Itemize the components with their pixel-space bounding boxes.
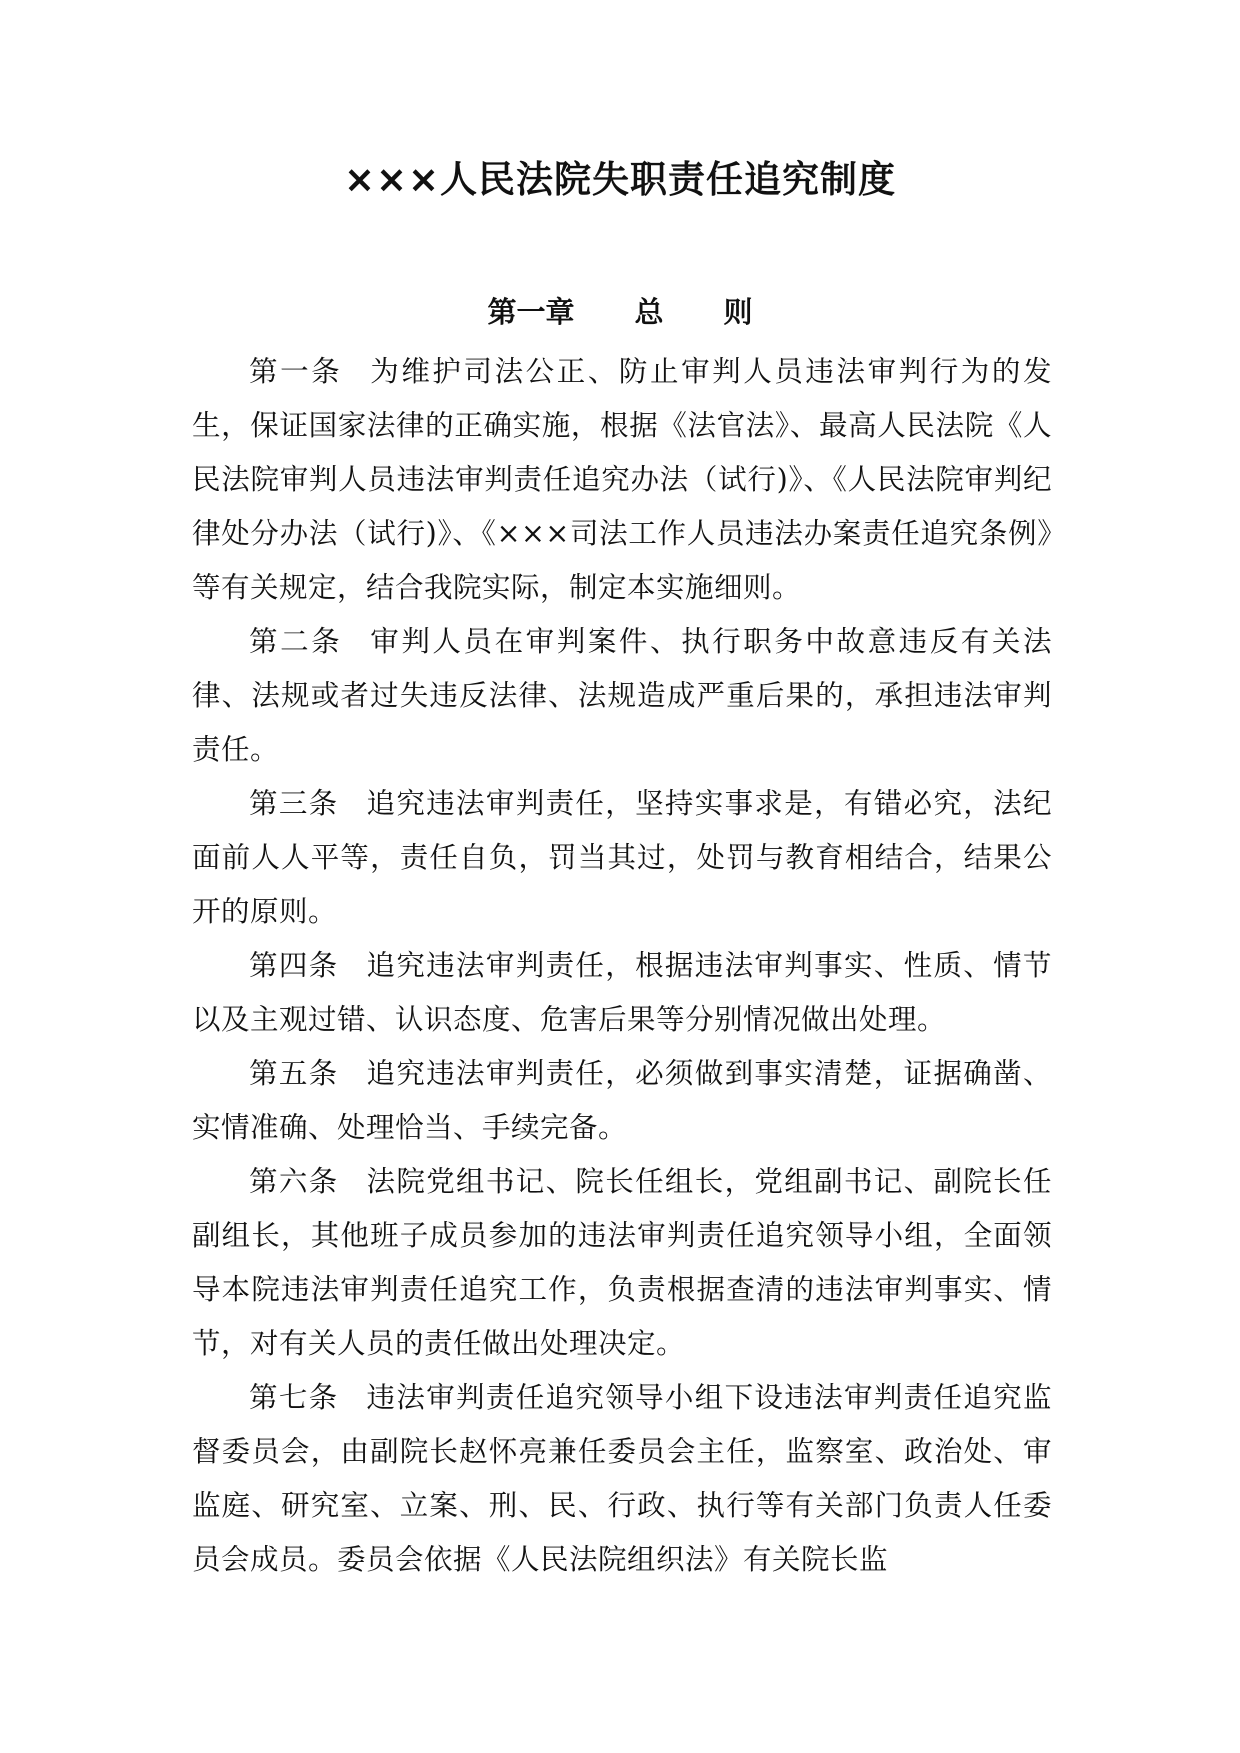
article-5 bbox=[192, 1047, 1052, 1155]
chapter-heading bbox=[0, 292, 1240, 332]
article-text: 违法审判责任追究领导小组下设违法审判责任追究监督委员会，由副院长赵怀亮兼任委员会主任，监察室、政治处、审监庭、研究室、立案、刑、民、行政、执行等有关部门负责人任委员会成员。委员会依据《人民法院组织法》有关院长监 bbox=[192, 1381, 1052, 1576]
article-text: 为维护司法公正、防止审判人员违法审判行为的发生，保证国家法律的正确实施，根据《法官法》、最高人民法院《人民法院审判人员违法审判责任追究办法（试行)》、《人民法院审判纪律处分办法（试行)》、《×××司法工作人员违法办案责任追究条例》等有关规定，结合我院实际，制定本实施细则。 bbox=[192, 355, 1052, 604]
article-4 bbox=[192, 939, 1052, 1047]
article-text: 法院党组书记、院长任组长，党组副书记、副院长任副组长，其他班子成员参加的违法审判责任追究领导小组，全面领导本院违法审判责任追究工作，负责根据查清的违法审判事实、情节，对有关人员的责任做出处理决定。 bbox=[192, 1165, 1052, 1360]
chapter-number: 第一章 bbox=[487, 295, 575, 329]
article-text: 审判人员在审判案件、执行职务中故意违反有关法律、法规或者过失违反法律、法规造成严重后果的，承担违法审判责任。 bbox=[192, 625, 1052, 766]
article-label: 第七条 bbox=[249, 1381, 339, 1414]
article-label: 第一条 bbox=[249, 355, 343, 388]
article-label: 第四条 bbox=[249, 949, 339, 982]
article-text: 追究违法审判责任，坚持实事求是，有错必究，法纪面前人人平等，责任自负，罚当其过，处罚与教育相结合，结果公开的原则。 bbox=[192, 787, 1052, 928]
article-6 bbox=[192, 1155, 1052, 1371]
article-1 bbox=[192, 345, 1052, 615]
article-text: 追究违法审判责任，必须做到事实清楚，证据确凿、实情准确、处理恰当、手续完备。 bbox=[192, 1057, 1052, 1144]
document-title: ×××人民法院失职责任追究制度 bbox=[343, 158, 896, 201]
article-label: 第二条 bbox=[249, 625, 343, 658]
chapter-name-part1: 总 bbox=[634, 295, 664, 329]
article-label: 第三条 bbox=[249, 787, 339, 820]
chapter-name-part2: 则 bbox=[723, 295, 753, 329]
article-3 bbox=[192, 777, 1052, 939]
article-label: 第五条 bbox=[249, 1057, 339, 1090]
article-label: 第六条 bbox=[249, 1165, 339, 1198]
article-text: 追究违法审判责任，根据违法审判事实、性质、情节以及主观过错、认识态度、危害后果等分别情况做出处理。 bbox=[192, 949, 1052, 1036]
document-body bbox=[192, 345, 1052, 1587]
article-2 bbox=[192, 615, 1052, 777]
article-7 bbox=[192, 1371, 1052, 1587]
